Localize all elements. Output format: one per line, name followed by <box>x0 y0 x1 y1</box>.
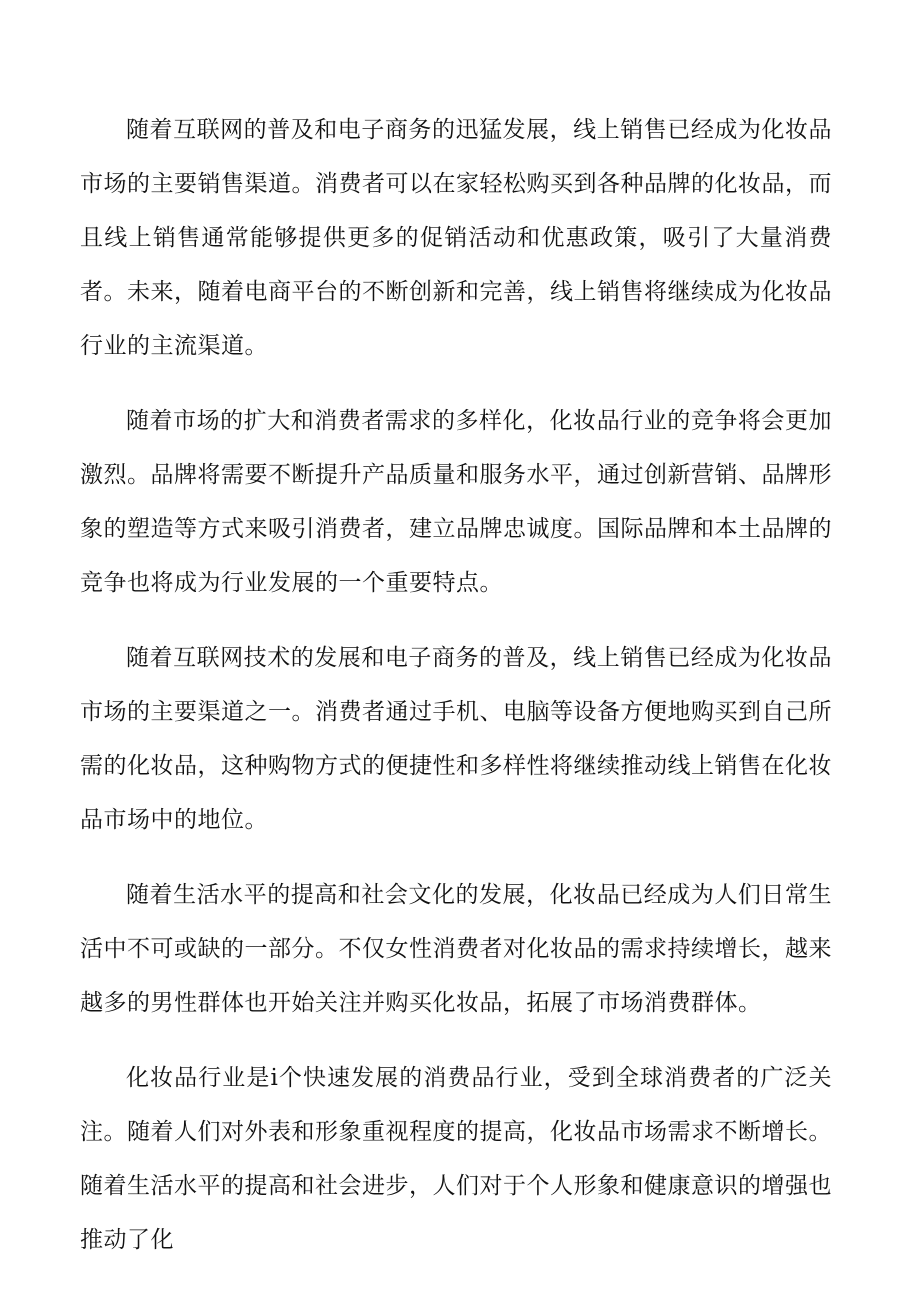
paragraph-competition: 随着市场的扩大和消费者需求的多样化，化妆品行业的竞争将会更加激烈。品牌将需要不断提升产品质量和服务水平，通过创新营销、品牌形象的塑造等方式来吸引消费者，建立品牌忠诚度。国际品牌和本土品牌的竞争也将成为行业发展的一个重要特点。 <box>80 408 832 596</box>
paragraph-industry-overview: 化妆品行业是i个快速发展的消费品行业，受到全球消费者的广泛关注。随着人们对外表和形象重视程度的提高，化妆品市场需求不断增长。随着生活水平的提高和社会进步，人们对于个人形象和健康意识的增强也推动了化 <box>80 1065 832 1253</box>
paragraph-living-standards: 随着生活水平的提高和社会文化的发展，化妆品已经成为人们日常生活中不可或缺的一部分。不仅女性消费者对化妆品的需求持续增长，越来越多的男性群体也开始关注并购买化妆品，拓展了市场消费群体。 <box>80 882 832 1016</box>
document-body <box>80 103 832 1288</box>
paragraph-online-channel: 随着互联网技术的发展和电子商务的普及，线上销售已经成为化妆品市场的主要渠道之一。消费者通过手机、电脑等设备方便地购买到自己所需的化妆品，这种购物方式的便捷性和多样性将继续推动线上销售在化妆品市场中的地位。 <box>80 645 832 833</box>
paragraph-online-sales: 随着互联网的普及和电子商务的迅猛发展，线上销售已经成为化妆品市场的主要销售渠道。消费者可以在家轻松购买到各种品牌的化妆品，而且线上销售通常能够提供更多的促销活动和优惠政策，吸引了大量消费者。未来，随着电商平台的不断创新和完善，线上销售将继续成为化妆品行业的主流渠道。 <box>80 117 832 359</box>
